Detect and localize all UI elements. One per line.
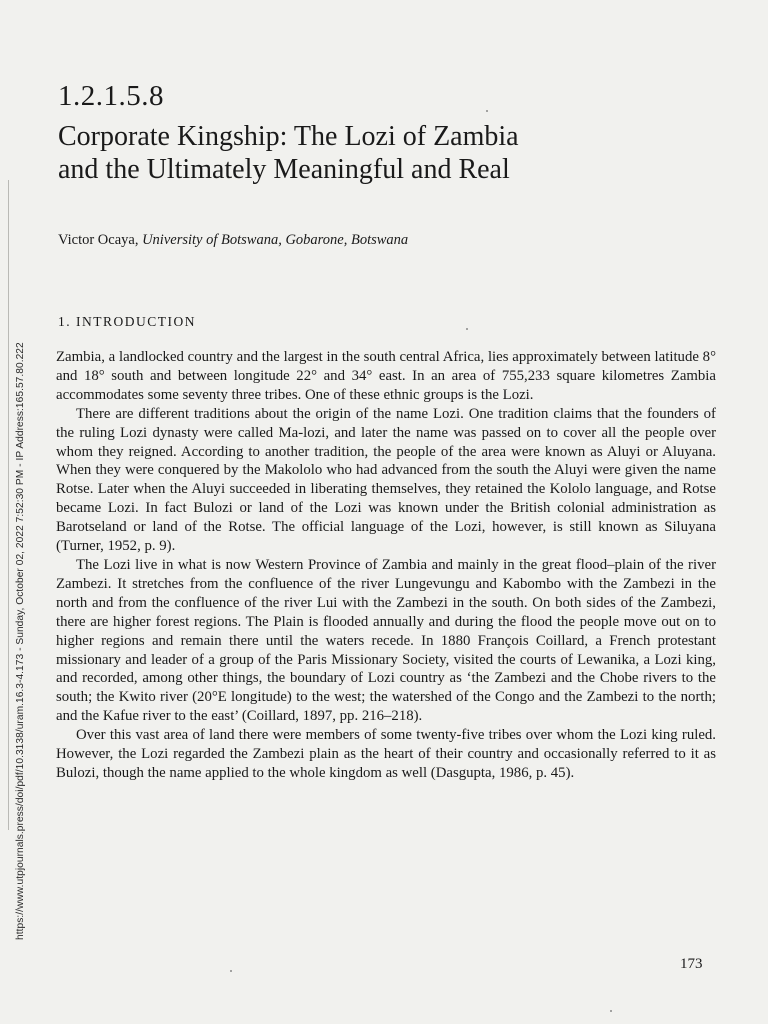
paragraph: Over this vast area of land there were members of some twenty-five tribes over whom the Lozi king ruled. However, the Lozi regarded the Zambezi plain as the heart of their country and occasionally referred to it as Bulozi, though the name applied to the whole kingdom as well (Dasgupta, 1986, p. 45). (56, 727, 716, 781)
scan-edge-line (8, 180, 9, 830)
download-stamp: https://www.utpjournals.press/doi/pdf/10.3138/uram.16.3-4.173 - Sunday, October 02, 2022 7:52:30 PM - IP Address:165.57.80.222 (15, 342, 26, 940)
page-number: 173 (680, 956, 703, 972)
author-name: Victor Ocaya, (58, 232, 139, 248)
scan-speck (466, 328, 468, 330)
title-line: and the Ultimately Meaningful and Real (58, 154, 510, 185)
paragraph: The Lozi live in what is now Western Province of Zambia and mainly in the great flood–plain of the river Zambezi. It stretches from the confluence of the river Lungevungu and Kabombo with the Zambezi in the north and from the confluence of the river Lui with the Zambezi in the south. On both sides of the Zambezi, there are higher forest regions. The Plain is flooded annually and during the flood the people move out on to higher regions and remain there until the waters recede. In 1880 François Coillard, a French protestant missionary and leader of a group of the Paris Missionary Society, visited the courts of Lewanika, a Lozi king, and recorded, among other things, the boundary of Lozi country as ‘the Zambezi and the Chobe rivers to the south; the Kwito river (20°E longitude) to the west; the watershed of the Congo and the Zambezi to the north; and the Kafue river to the east’ (Coillard, 1897, pp. 216–218). (56, 556, 716, 725)
section-number: 1.2.1.5.8 (58, 80, 164, 112)
body-text (56, 348, 716, 783)
section-heading: 1. INTRODUCTION (58, 314, 196, 329)
title-line: Corporate Kingship: The Lozi of Zambia (58, 121, 519, 152)
scan-speck (230, 970, 232, 972)
paragraph: There are different traditions about the origin of the name Lozi. One tradition claims that the founders of the ruling Lozi dynasty were called Ma-lozi, and later the name was passed on to cover all the people over whom they reigned. According to another tradition, the people of the area were known as Aluyi or Aluyana. When they were conquered by the Makololo who had advanced from the south the Aluyi were given the name Rotse. Later when the Aluyi succeeded in liberating themselves, they retained the Kololo language, and Rotse became Lozi. In fact Bulozi or land of the Lozi was known under the British colonial administration as Barotseland or land of the Rotse. The official language of the Lozi, however, is still known as Siluyana (Turner, 1952, p. 9). (56, 405, 716, 555)
article-title (58, 120, 698, 186)
scan-speck (486, 110, 488, 112)
scan-speck (610, 1010, 612, 1012)
author-line (58, 232, 408, 249)
paragraph: Zambia, a landlocked country and the largest in the south central Africa, lies approximately between latitude 8° and 18° south and between longitude 22° and 34° east. In an area of 755,233 square kilometres Zambia accommodates some seventy three tribes. One of these ethnic groups is the Lozi. (56, 349, 716, 403)
author-affiliation: University of Botswana, Gobarone, Botswana (142, 232, 409, 248)
